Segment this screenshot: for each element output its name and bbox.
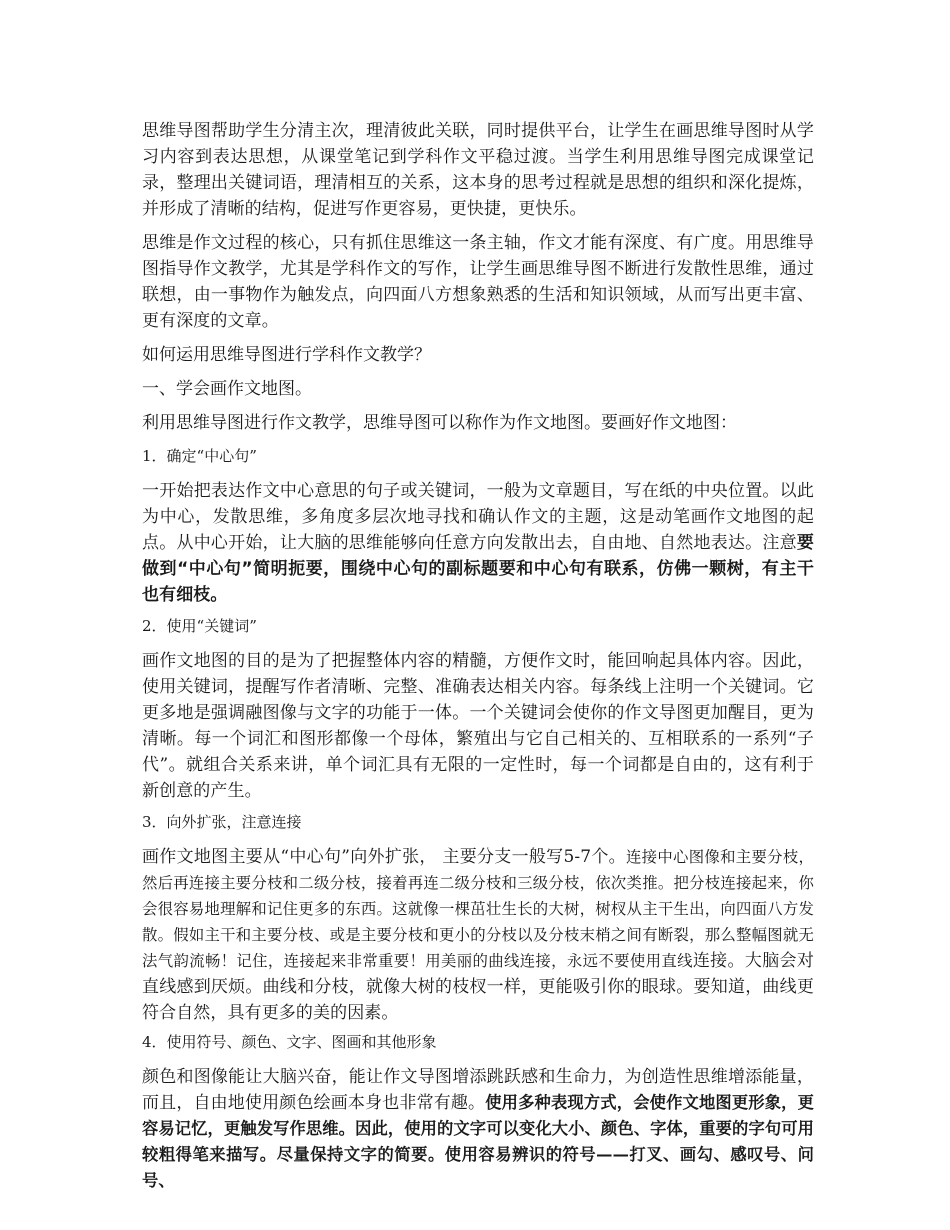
paragraph-symbols-colors [142, 1064, 814, 1194]
paragraph-keywords: 画作文地图的目的是为了把握整体内容的精髓，方便作文时，能回响起具体内容。因此，使用关键词，提醒写作者清晰、完整、准确表达相关内容。每条线上注明一个关键词。它更多地是强调融图像与文字的功能于一体。一个关键词会使你的作文导图更加醒目，更为清晰。每一个词汇和图形都像一个母体，繁殖出与它自己相关的、互相联系的一系列“子代”。就组合关系来讲，单个词汇具有无限的一定性时，每一个词都是自由的，这有利于新创意的产生。 [142, 651, 814, 801]
paragraph-central-sentence-text: 一开始把表达作文中心意思的句子或关键词，一般为文章题目，写在纸的中央位置。以此为中心，发散思维，多角度多层次地寻找和确认作文的主题，这是动笔画作文地图的起点。从中心开始，让大脑的思维能够向任意方向发散出去，自由地、自然地表达。注意 [142, 481, 814, 553]
paragraph-mind-map-benefits: 思维导图帮助学生分清主次，理清彼此关联，同时提供平台，让学生在画思维导图时从学习内容到表达思想，从课堂笔记到学科作文平稳过渡。当学生利用思维导图完成课堂记录，整理出关键词语，理清相互的关系，这本身的思考过程就是思想的组织和深化提炼，并形成了清晰的结构，促进写作更容易，更快捷，更快乐。 [142, 121, 814, 219]
paragraph-central-sentence-emphasis: 要做到“中心句”简明扼要，围绕中心句的副标题要和中心句有联系，仿佛一颗树，有主干也有细枝。 [142, 533, 814, 605]
paragraph-expand-connect-body: 连接中心图像和主要分枝，然后再连接主要分枝和二级分枝，接着再连二级分枝和三级分枝，依次类推。把分枝连接起来，你会很容易地理解和记住更多的东西。这就像一棵茁壮生长的大树，树杈从主干生出，向四面八方发散。假如主干和主要分枝、或是主要分枝和更小的分枝以及分枝末梢之间有断裂，那么整幅图就无法气韵流畅！记住，连接起来非常重要！用美丽的曲线连接，永远不要使用直线 [142, 848, 814, 970]
paragraph-intro-map: 利用思维导图进行作文教学，思维导图可以称作为作文地图。要画好作文地图： [142, 413, 737, 433]
paragraph-thinking-core: 思维是作文过程的核心，只有抓住思维这一条主轴，作文才能有深度、有广度。用思维导图指导作文教学，尤其是学科作文的写作，让学生画思维导图不断进行发散性思维，通过联想，由一事物作为触发点，向四面八方想象熟悉的生活和知识领域，从而写出更丰富、更有深度的文章。 [142, 233, 814, 331]
paragraph-expand-connect-lead: 画作文地图主要从“中心句”向外扩张， 主要分支一般写5-7个。 [142, 847, 626, 867]
question-heading: 如何运用思维导图进行学科作文教学？ [142, 345, 431, 365]
paragraph-expand-connect-tail: 连接。大脑会对直线感到厌烦。曲线和分枝，就像大树的枝杈一样，更能吸引你的眼球。要知道，曲线更符合自然，具有更多的美的因素。 [142, 951, 814, 1023]
subheading-expand-connect: 3．向外扩张，注意连接 [142, 813, 302, 831]
paragraph-central-sentence [142, 478, 814, 608]
section-heading-1: 一、学会画作文地图。 [142, 379, 312, 399]
paragraph-expand-connect [142, 844, 814, 1026]
subheading-keywords: 2．使用“关键词” [142, 617, 257, 635]
subheading-central-sentence: 1．确定“中心句” [142, 447, 257, 465]
document-page [142, 118, 814, 1202]
subheading-symbols-colors: 4．使用符号、颜色、文字、图画和其他形象 [142, 1033, 437, 1051]
paragraph-symbols-colors-text: 颜色和图像能让大脑兴奋，能让作文导图增添跳跃感和生命力，为创造性思维增添能量，而且，自由地使用颜色绘画本身也非常有趣。 [142, 1067, 814, 1113]
paragraph-symbols-colors-emphasis: 使用多种表现方式，会使作文地图更形象，更容易记忆，更触发写作思维。因此，使用的文字可以变化大小、颜色、字体，重要的字句可用较粗得笔来描写。尽量保持文字的简要。使用容易辨识的符号——打叉、画勾、感叹号、问号、 [142, 1093, 814, 1190]
